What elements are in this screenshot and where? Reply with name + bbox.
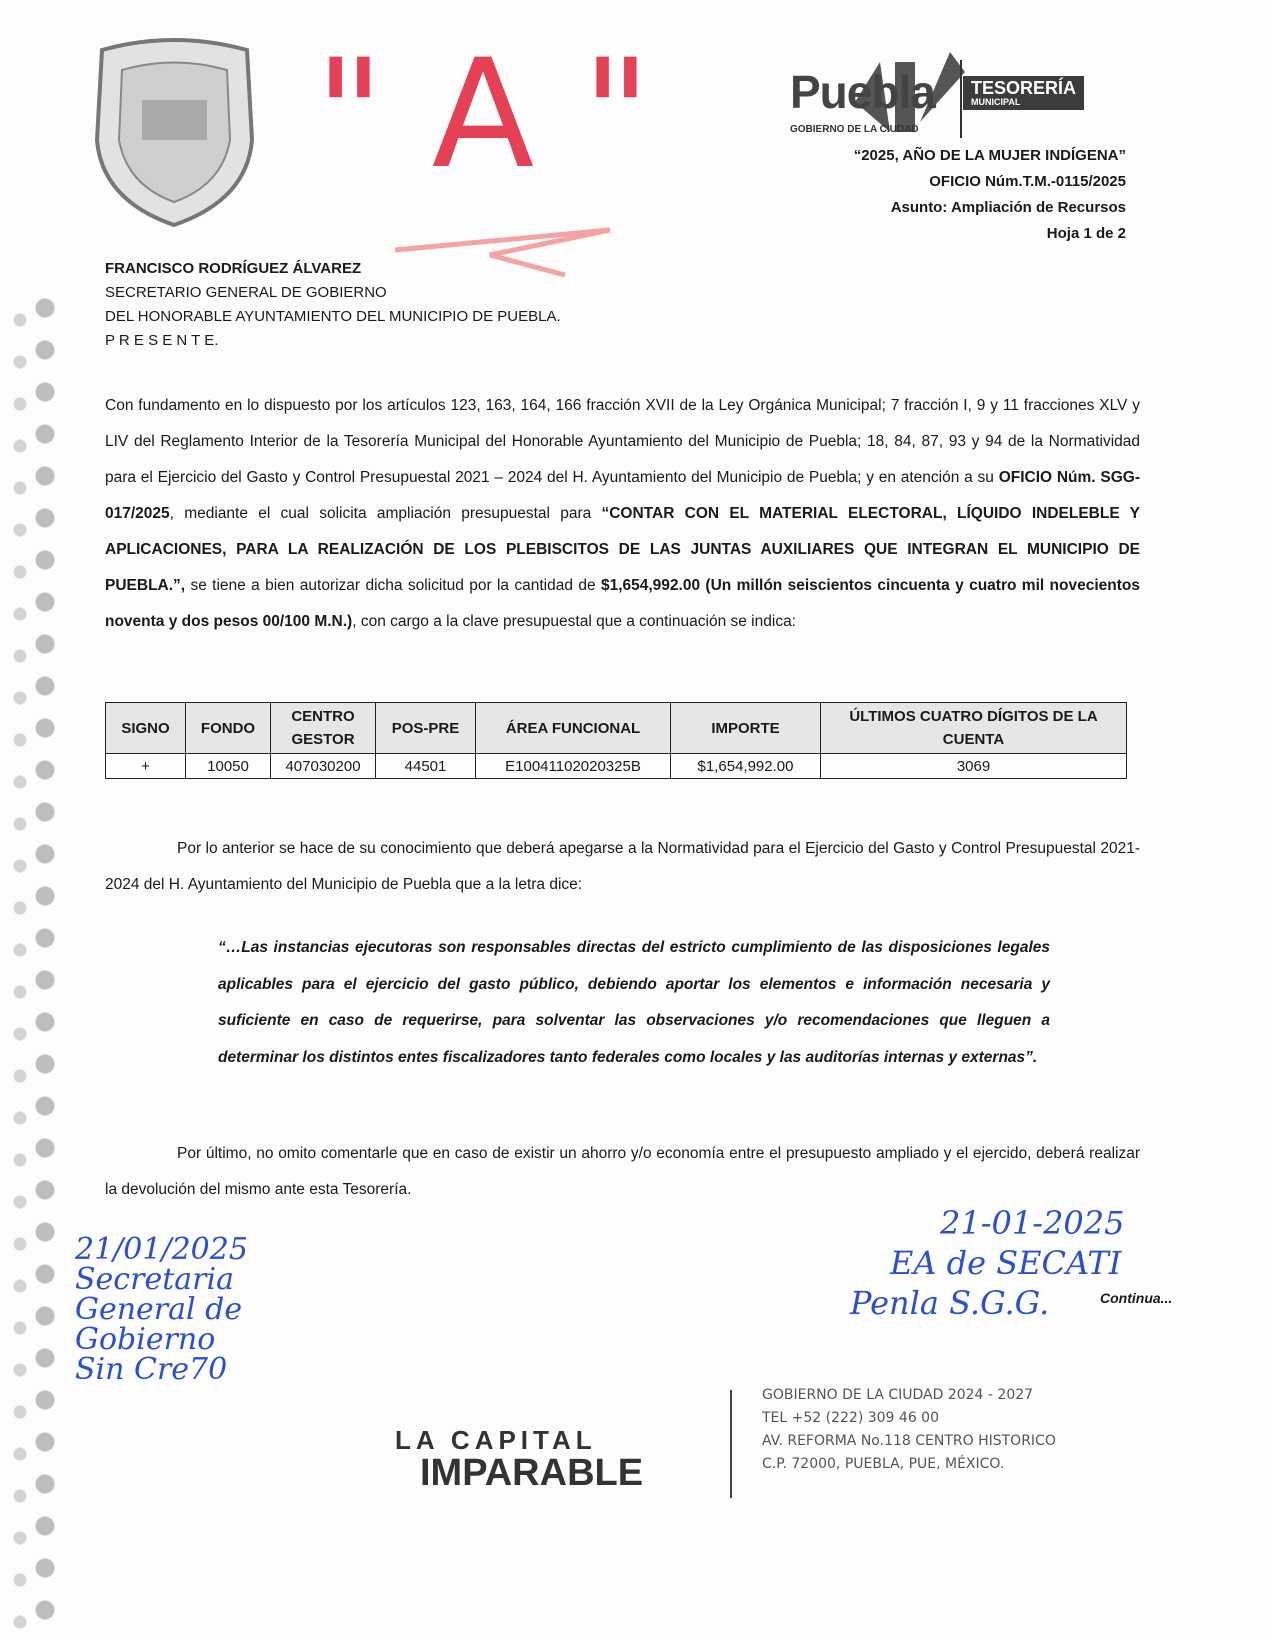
oficio-number: OFICIO Núm.T.M.-0115/2025 xyxy=(929,173,1126,190)
slogan-line-2: IMPARABLE xyxy=(420,1452,644,1494)
continued-label: Continua... xyxy=(1100,1290,1173,1306)
oficio-ref: OFICIO Núm. SGG-017/2025 xyxy=(105,469,1140,522)
footer-address xyxy=(762,1384,1056,1476)
handwritten-receipt-right xyxy=(850,1203,1125,1323)
cell: $1,654,992.00 xyxy=(671,754,821,779)
hand-line: Gobierno xyxy=(75,1322,216,1357)
red-scribble xyxy=(310,35,620,285)
subject: Asunto: Ampliación de Recursos xyxy=(890,199,1126,216)
text: , con cargo a la clave presupuestal que a continuación se indica: xyxy=(352,613,796,630)
dept-sub: MUNICIPAL xyxy=(971,97,1021,107)
text: Con fundamento en lo dispuesto por los artículos 123, 163, 164, 166 fracción XVII de la Ley Orgánica Municipal; 7 fracción I, 9 y 11 fracciones XLV y LIV del Reglamento Interior de la Tesorería Municipal del Honorable Ayuntamiento del Municipio de Puebla; 18, 84, 87, 93 y 94 de la Normatividad para el Ejercicio del Gasto y Control Presupuestal 2021 – 2024 del H. Ayuntamiento del Municipio de Puebla; y en atención a su xyxy=(105,397,1140,486)
budget-table xyxy=(105,702,1127,779)
red-annotation-mark: " A " xyxy=(315,28,651,202)
hand-line: 21/01/2025 xyxy=(75,1232,248,1267)
recipient-name: FRANCISCO RODRÍGUEZ ÁLVAREZ xyxy=(105,260,362,277)
cell: 10050 xyxy=(186,754,271,779)
cell: E10041102020325B xyxy=(476,754,671,779)
purpose: “CONTAR CON EL MATERIAL ELECTORAL, LÍQUIDO INDELEBLE Y APLICACIONES, PARA LA REALIZACIÓN DE LOS PLEBISCITOS DE LAS JUNTAS AUXILIARES QUE INTEGRAN EL MUNICIPIO DE PUEBLA.”, xyxy=(105,505,1140,594)
hand-line: EA de SECATI xyxy=(890,1244,1122,1282)
paragraph-1 xyxy=(105,388,1140,640)
cell: 407030200 xyxy=(271,754,376,779)
table-header-row xyxy=(106,703,1127,754)
col-header: ÚLTIMOS CUATRO DÍGITOS DE LA CUENTA xyxy=(821,703,1127,754)
logo-divider xyxy=(960,60,962,138)
puebla-logo: Puebla xyxy=(790,66,935,118)
document-header xyxy=(854,143,1126,247)
page-indicator: Hoja 1 de 2 xyxy=(1046,225,1126,242)
amount: $1,654,992.00 (Un millón seiscientos cincuenta y cuatro mil novecientos noventa y dos pesos 00/100 M.N.) xyxy=(105,577,1141,630)
col-header: ÁREA FUNCIONAL xyxy=(476,703,671,754)
col-header: SIGNO xyxy=(106,703,186,754)
table-row xyxy=(106,754,1127,779)
slogan-line-1: LA CAPITAL xyxy=(395,1425,597,1455)
tesoreria-badge xyxy=(963,76,1084,110)
hand-line: Secretaria xyxy=(75,1262,234,1297)
city-seal-logo xyxy=(82,30,267,230)
cell: 3069 xyxy=(821,754,1127,779)
footer-line: C.P. 72000, PUEBLA, PUE, MÉXICO. xyxy=(762,1456,1005,1472)
presente: P R E S E N T E. xyxy=(105,332,219,349)
paragraph-2: Por lo anterior se hace de su conocimiento que deberá apegarse a la Normatividad para el Ejercicio del Gasto y Control Presupuestal 2021-2024 del H. Ayuntamiento del Municipio de Puebla que a la letra dice: xyxy=(105,840,1140,893)
recipient-org: DEL HONORABLE AYUNTAMIENTO DEL MUNICIPIO DE PUEBLA. xyxy=(105,308,561,325)
col-header: IMPORTE xyxy=(671,703,821,754)
cell: 44501 xyxy=(376,754,476,779)
col-header: CENTRO GESTOR xyxy=(271,703,376,754)
hand-line: Penla S.G.G. xyxy=(850,1284,1050,1322)
cell: + xyxy=(106,754,186,779)
legal-quote: “…Las instancias ejecutoras son responsables directas del estricto cumplimiento de las disposiciones legales aplicables para el ejercicio del gasto público, debiendo aportar los elementos e información necesaria y suficiente en caso de requerirse, para solventar las observaciones y/o recomendaciones que lleguen a determinar los distintos entes fiscalizadores tanto federales como locales y las auditorías internas y externas”. xyxy=(218,939,1050,1066)
col-header: FONDO xyxy=(186,703,271,754)
year-motto: “2025, AÑO DE LA MUJER INDÍGENA” xyxy=(853,147,1126,164)
footer-line: AV. REFORMA No.118 CENTRO HISTORICO xyxy=(762,1433,1056,1449)
footer-line: GOBIERNO DE LA CIUDAD 2024 - 2027 xyxy=(762,1387,1034,1403)
handwritten-receipt-left xyxy=(75,1232,248,1387)
hand-line: Sin Cre70 xyxy=(75,1352,228,1387)
decorative-border xyxy=(0,290,70,1636)
logo-subtitle: GOBIERNO DE LA CIUDAD xyxy=(790,124,919,135)
recipient-title: SECRETARIO GENERAL DE GOBIERNO xyxy=(105,284,387,301)
hand-line: General de xyxy=(75,1292,243,1327)
col-header: POS-PRE xyxy=(376,703,476,754)
footer-line: TEL +52 (222) 309 46 00 xyxy=(762,1410,939,1426)
text: , mediante el cual solicita ampliación presupuestal para xyxy=(169,505,602,522)
recipient-block xyxy=(105,257,561,353)
hand-line: 21-01-2025 xyxy=(940,1204,1125,1242)
paragraph-3: Por último, no omito comentarle que en caso de existir un ahorro y/o economía entre el presupuesto ampliado y el ejercido, deberá realizar la devolución del mismo ante esta Tesorería. xyxy=(105,1145,1140,1198)
text: se tiene a bien autorizar dicha solicitud por la cantidad de xyxy=(185,577,601,594)
footer-divider xyxy=(730,1390,732,1498)
dept-name: TESORERÍA xyxy=(971,78,1077,98)
